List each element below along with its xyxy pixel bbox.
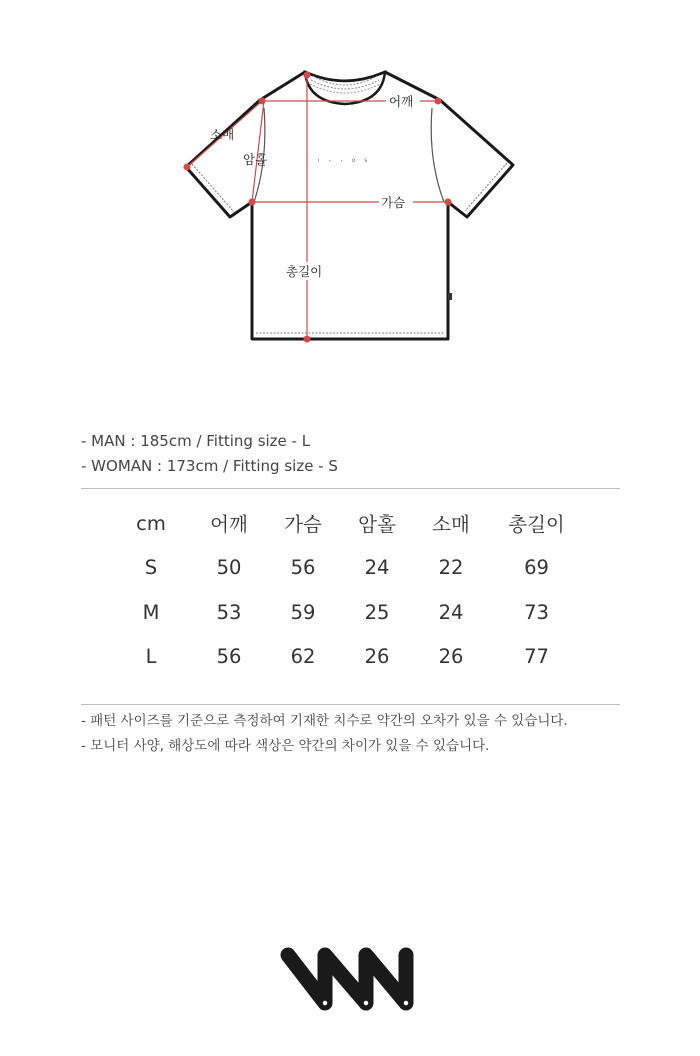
- fitting-man-text: - MAN : 185cm / Fitting size - L: [81, 432, 311, 450]
- shirt-print-text: I ∘ ∘ O S: [318, 158, 371, 163]
- size-table-header: [110, 501, 585, 546]
- table-cell: 50: [216, 556, 242, 580]
- divider-bottom: [81, 704, 620, 705]
- header-cell-armhole: 암홀: [358, 513, 396, 537]
- table-cell: 25: [364, 600, 390, 624]
- chest-label: 가슴: [381, 195, 406, 210]
- table-cell: 24: [438, 600, 464, 624]
- header-cell-length: 총길이: [508, 513, 565, 537]
- table-cell: 69: [524, 556, 549, 580]
- table-cell: 24: [364, 556, 390, 580]
- table-cell: 77: [524, 645, 549, 669]
- note-line-measurement: - 패턴 사이즈를 기준으로 측정하여 기재한 치수로 약간의 오차가 있을 수 있습니다.: [81, 713, 568, 729]
- table-cell: L: [145, 645, 157, 669]
- brand-logo: [278, 945, 424, 1013]
- size-table: [110, 501, 585, 679]
- divider-top: [81, 488, 620, 489]
- table-cell: 59: [290, 600, 316, 624]
- table-cell: 56: [290, 556, 316, 580]
- table-row-l: [110, 635, 585, 680]
- fitting-info: [81, 429, 338, 479]
- header-cell-chest: 가슴: [284, 513, 322, 537]
- fitting-woman-text: - WOMAN : 173cm / Fitting size - S: [81, 457, 338, 475]
- table-cell: S: [144, 556, 158, 580]
- tshirt-measurement-diagram: [0, 0, 700, 370]
- table-row-m: [110, 590, 585, 635]
- table-cell: 73: [524, 600, 549, 624]
- table-cell: 62: [290, 645, 316, 669]
- tshirt-outline: [186, 72, 513, 339]
- note-line-monitor: - 모니터 사양, 해상도에 따라 색상은 약간의 차이가 있을 수 있습니다.: [81, 738, 490, 754]
- table-cell: 56: [216, 645, 242, 669]
- header-cell-sleeve: 소매: [432, 513, 470, 537]
- table-row-s: [110, 546, 585, 591]
- length-label: 총길이: [286, 264, 323, 279]
- table-cell: M: [142, 600, 160, 624]
- sleeve-label: 소매: [210, 127, 235, 142]
- table-cell: 53: [216, 600, 242, 624]
- notes: [81, 709, 568, 759]
- shoulder-label: 어깨: [389, 94, 414, 109]
- table-cell: 26: [364, 645, 390, 669]
- table-cell: 26: [438, 645, 464, 669]
- armhole-label: 암홀: [243, 152, 268, 167]
- header-cell-unit: cm: [136, 511, 166, 535]
- header-cell-shoulder: 어깨: [210, 513, 248, 537]
- table-cell: 22: [438, 556, 464, 580]
